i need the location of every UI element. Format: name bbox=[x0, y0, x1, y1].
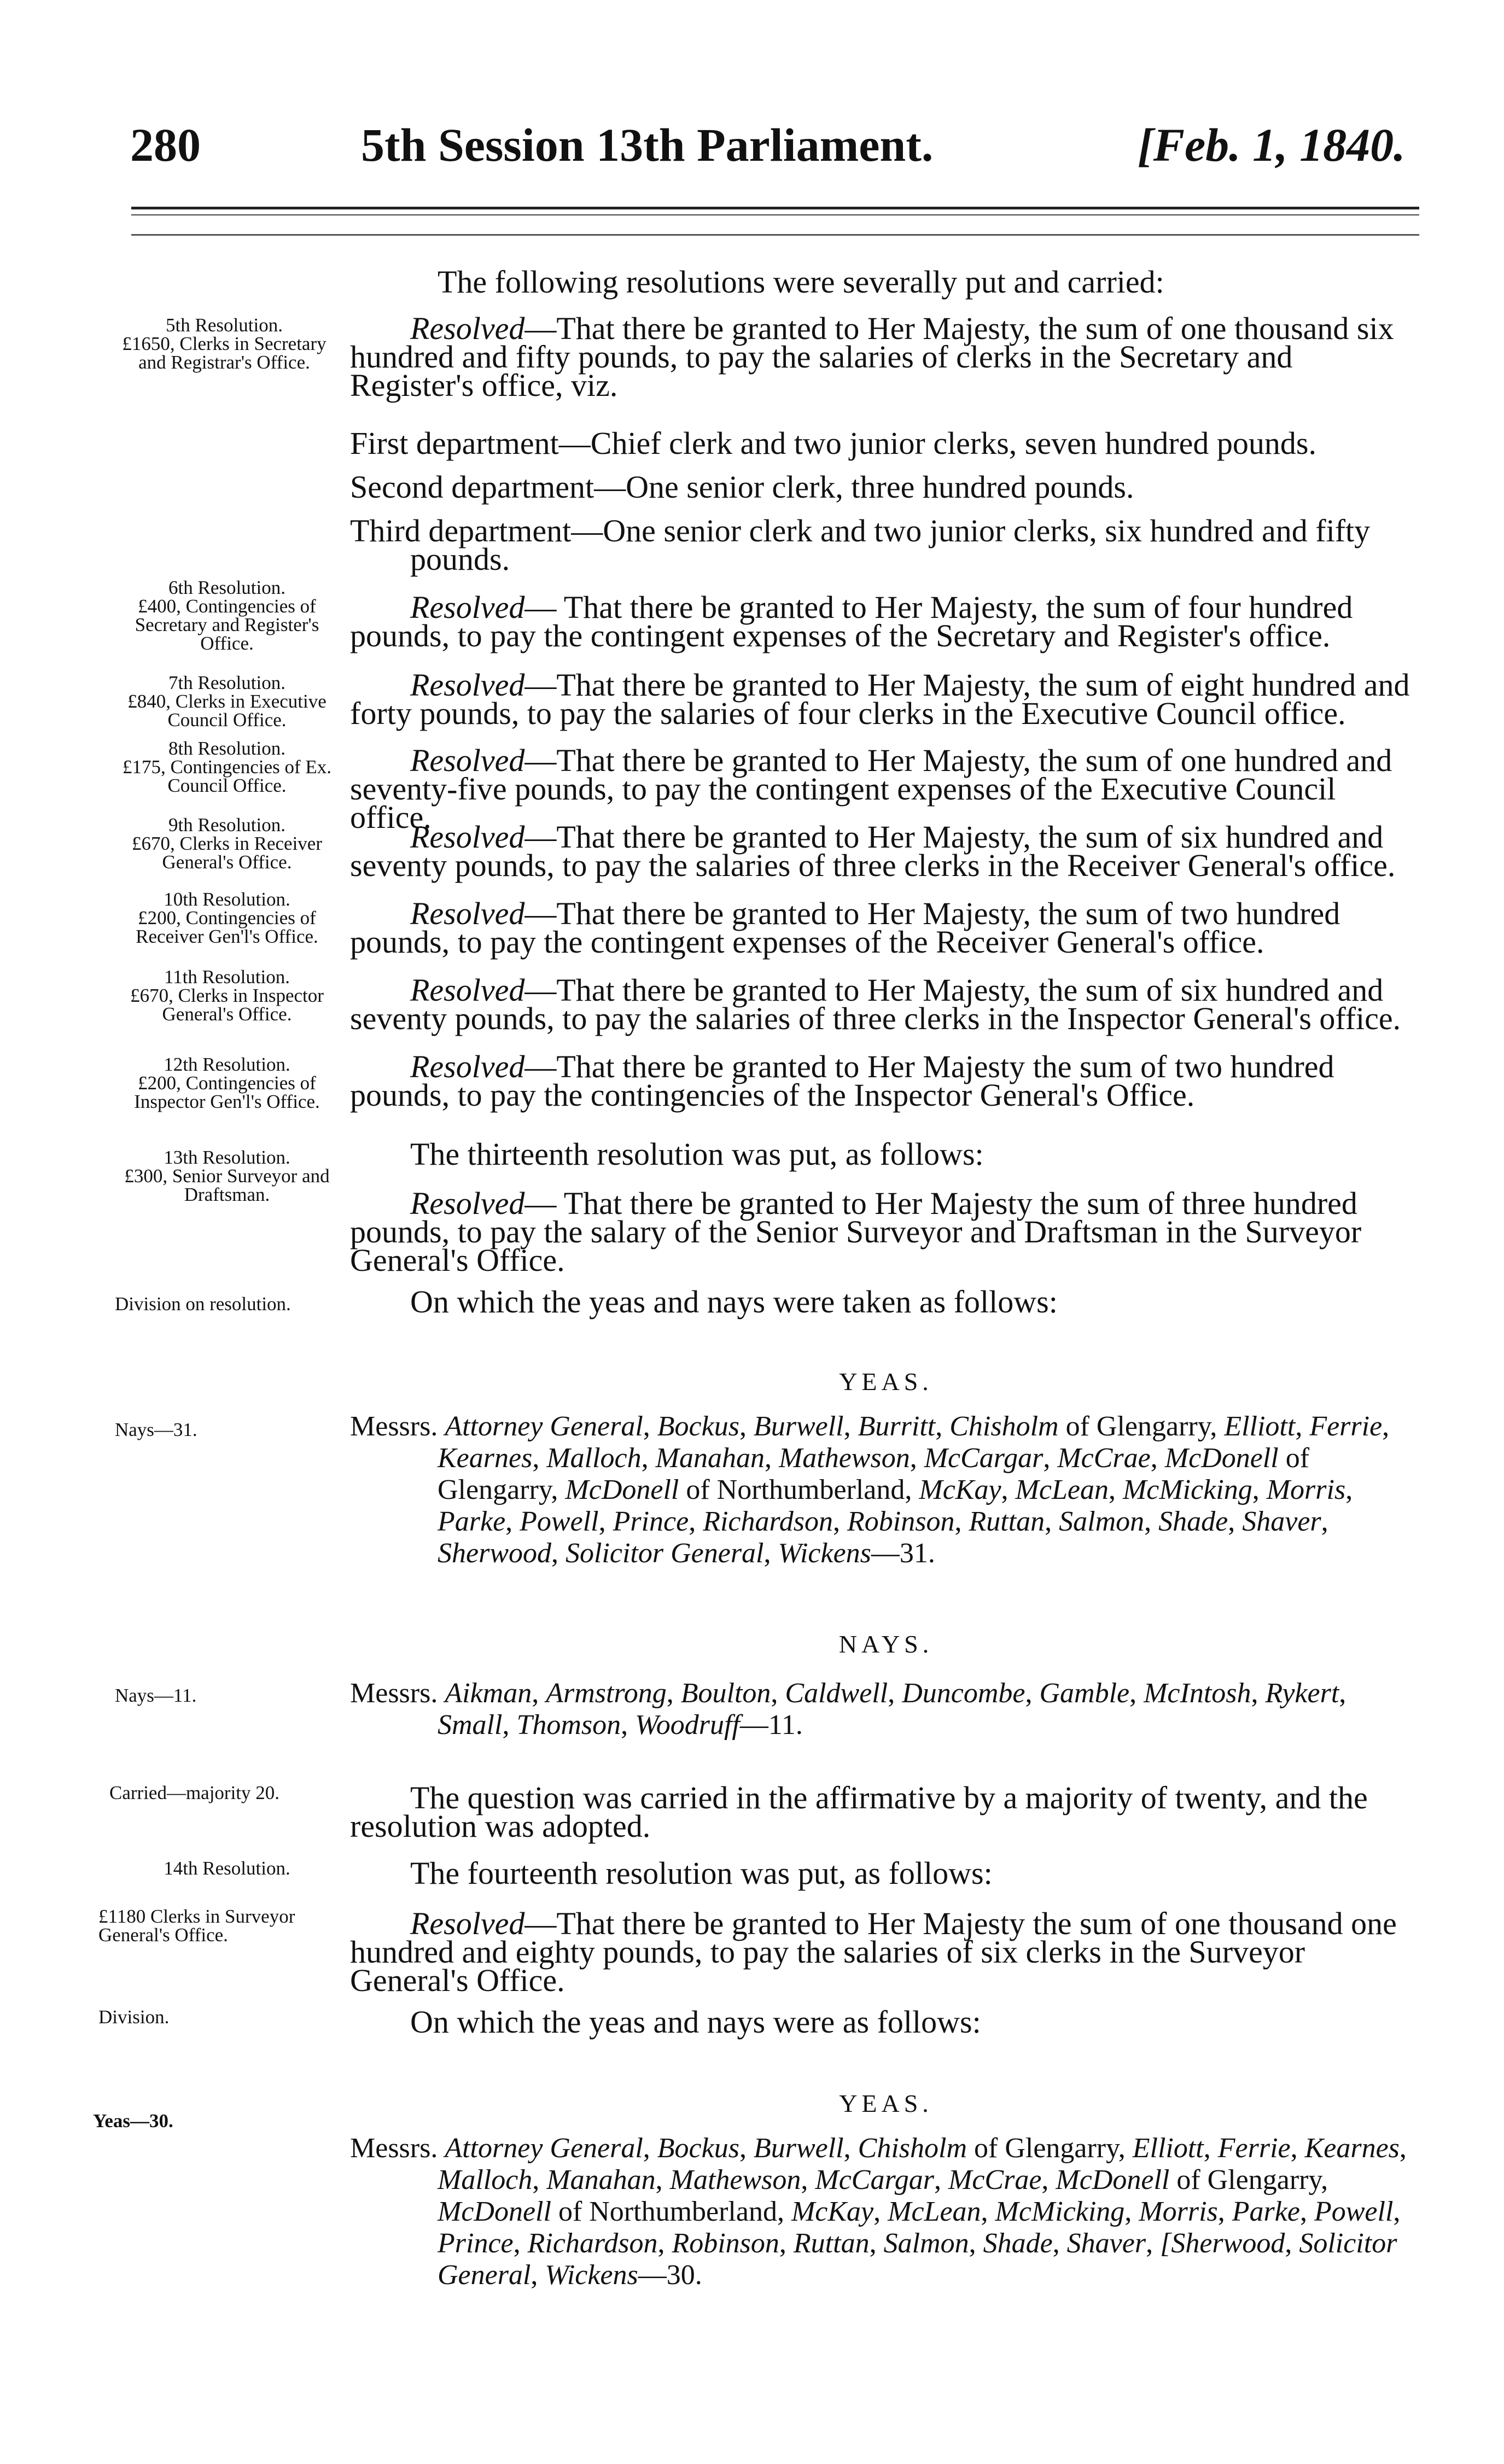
margin-note-carried-majority: Carried—majority 20. bbox=[109, 1782, 280, 1803]
resolution-14: Resolved—That there be granted to Her Majesty the sum of one thousand one hundred and eighty pounds, to pay the salaries of six clerks in the Surveyor General's Office. bbox=[350, 1906, 1397, 1998]
vote-total: —31. bbox=[871, 1538, 935, 1569]
member-name: Mathewson bbox=[669, 2164, 801, 2196]
resolution-8: Resolved—That there be granted to Her Majesty, the sum of one hundred and seventy-five pounds, to pay the contingent expenses of the Executive Council office. bbox=[350, 743, 1392, 835]
member-name: Burwell bbox=[753, 2133, 844, 2164]
running-date: [Feb. 1, 1840. bbox=[1138, 119, 1406, 171]
member-name: Burritt bbox=[858, 1411, 936, 1442]
margin-note-nays-11: Nays—11. bbox=[115, 1685, 197, 1706]
page-number: 280 bbox=[130, 119, 201, 171]
member-name: [Sherwood bbox=[1160, 2228, 1285, 2259]
member-name: Woodruff bbox=[635, 1709, 740, 1741]
member-name: Rykert bbox=[1265, 1678, 1339, 1709]
member-name: McDonell bbox=[565, 1474, 679, 1505]
member-name: McIntosh bbox=[1144, 1678, 1251, 1709]
vote-total: —30. bbox=[638, 2259, 702, 2291]
member-place: of Glengarry bbox=[438, 1443, 1310, 1505]
member-place: of Glengarry bbox=[974, 2133, 1118, 2164]
margin-note-8th-resolution: 8th Resolution. £175, Contingencies of Ex. Council Office. bbox=[122, 738, 332, 796]
member-place: of Northumberland bbox=[558, 2196, 777, 2227]
resolution-5: Resolved—That there be granted to Her Majesty, the sum of one thousand six hundred and fifty pounds, to pay the salaries of clerks in the Secretary and Register's office, viz. bbox=[350, 311, 1394, 403]
member-name: Elliott bbox=[1132, 2133, 1204, 2164]
member-name: Bockus bbox=[657, 2133, 739, 2164]
member-name: Salmon bbox=[883, 2228, 969, 2259]
member-name: McDonell bbox=[1164, 1443, 1279, 1474]
member-name: McCargar bbox=[815, 2164, 935, 2196]
member-name: Solicitor General bbox=[566, 1538, 764, 1569]
member-name: Armstrong bbox=[546, 1678, 667, 1709]
header-rule-thick bbox=[131, 207, 1419, 209]
resolution-13: Resolved— That there be granted to Her Majesty the sum of three hundred pounds, to pay the salary of the Senior Surveyor and Draftsman in the Surveyor General's Office. bbox=[350, 1186, 1362, 1278]
member-name: Ruttan bbox=[793, 2228, 870, 2259]
messrs-label: Messrs. bbox=[350, 1411, 438, 1442]
member-name: Ruttan bbox=[969, 1506, 1045, 1537]
member-name: Wickens bbox=[778, 1538, 871, 1569]
yeas-heading-2: YEAS. bbox=[839, 2089, 933, 2117]
fourteenth-resolution-intro: The fourteenth resolution was put, as follows: bbox=[410, 1855, 993, 1891]
carried-statement: The question was carried in the affirmative by a majority of twenty, and the resolution was adopted. bbox=[350, 1780, 1368, 1844]
member-name: Attorney General bbox=[445, 1411, 643, 1442]
member-name: Burwell bbox=[753, 1411, 844, 1442]
department-3: Third department—One senior clerk and two junior clerks, six hundred and fifty pounds. bbox=[350, 513, 1371, 577]
member-name: Manahan bbox=[546, 2164, 656, 2196]
header-rule-lower bbox=[131, 234, 1419, 236]
vote-total: —11. bbox=[739, 1709, 803, 1741]
member-name: Malloch bbox=[438, 2164, 533, 2196]
member-name: McCargar bbox=[924, 1443, 1044, 1474]
member-name: Salmon bbox=[1059, 1506, 1145, 1537]
yeas-heading-1: YEAS. bbox=[839, 1368, 933, 1396]
margin-note-nays-31: Nays—31. bbox=[115, 1419, 197, 1440]
margin-note-14th-resolution-title: 14th Resolution. bbox=[164, 1858, 290, 1879]
thirteenth-resolution-intro: The thirteenth resolution was put, as follows: bbox=[410, 1136, 984, 1172]
member-name: Chisholm bbox=[858, 2133, 967, 2164]
member-name: Attorney General bbox=[445, 2133, 643, 2164]
member-name: Bockus bbox=[657, 1411, 739, 1442]
member-name: Shaver bbox=[1242, 1506, 1321, 1537]
margin-note-7th-resolution: 7th Resolution. £840, Clerks in Executive Council Office. bbox=[127, 672, 327, 731]
member-name: McKay bbox=[791, 2196, 874, 2227]
member-name: Prince bbox=[438, 2228, 514, 2259]
member-place: of Northumberland bbox=[686, 1474, 905, 1505]
member-name: Elliott bbox=[1224, 1411, 1296, 1442]
member-name: Shade bbox=[983, 2228, 1053, 2259]
member-name: Ferrie bbox=[1309, 1411, 1383, 1442]
messrs-label: Messrs. bbox=[350, 1678, 438, 1709]
member-name: Gamble bbox=[1039, 1678, 1130, 1709]
member-name: Prince bbox=[613, 1506, 689, 1537]
member-name: McCrae bbox=[948, 2164, 1042, 2196]
resolution-10: Resolved—That there be granted to Her Majesty, the sum of two hundred pounds, to pay the contingent expenses of the Receiver General's office. bbox=[350, 896, 1340, 960]
department-1: First department—Chief clerk and two junior clerks, seven hundred pounds. bbox=[350, 425, 1316, 461]
member-name: McKay bbox=[919, 1474, 1001, 1505]
member-name: McLean bbox=[888, 2196, 981, 2227]
header-rule-thin bbox=[131, 214, 1419, 215]
member-name: Aikman bbox=[445, 1678, 532, 1709]
resolution-6: Resolved— That there be granted to Her Majesty, the sum of four hundred pounds, to pay the contingent expenses of the Secretary and Register's office. bbox=[350, 589, 1353, 653]
member-name: Manahan bbox=[655, 1443, 765, 1474]
member-name: Kearnes bbox=[438, 1443, 533, 1474]
member-name: Shaver bbox=[1066, 2228, 1146, 2259]
margin-note-9th-resolution: 9th Resolution. £670, Clerks in Receiver General's Office. bbox=[132, 814, 322, 873]
division-1-intro: On which the yeas and nays were taken as follows: bbox=[410, 1284, 1058, 1319]
member-name: Solicitor General bbox=[438, 2228, 1397, 2291]
member-name: Parke bbox=[438, 1506, 506, 1537]
resolution-11: Resolved—That there be granted to Her Majesty, the sum of six hundred and seventy pounds, to pay the salaries of three clerks in the Inspector General's office. bbox=[350, 972, 1401, 1036]
member-name: Morris bbox=[1266, 1474, 1346, 1505]
member-name: McLean bbox=[1015, 1474, 1109, 1505]
member-name: Thomson bbox=[516, 1709, 621, 1741]
member-name: Sherwood bbox=[438, 1538, 551, 1569]
resolutions-intro: The following resolutions were severally put and carried: bbox=[438, 264, 1164, 300]
member-name: Caldwell bbox=[785, 1678, 888, 1709]
member-name: Robinson bbox=[672, 2228, 779, 2259]
member-name: McCrae bbox=[1057, 1443, 1151, 1474]
member-name: Wickens bbox=[545, 2259, 638, 2291]
yeas-list-1: Messrs. Attorney General, Bockus, Burwell, Burritt, Chisholm of Glengarry, Elliott, Ferrie, Kearnes, Malloch, Manahan, Mathewson, McCargar, McCrae, McDonell of Glengarry, McDonell of Northumberland, McKay, McLean, McMicking, Morris, Parke, Powell, Prince, Richardson, Robinson, Ruttan, Salmon, Shade, Shaver, Sherwood, Solicitor General, Wickens—31. bbox=[350, 1411, 1390, 1569]
member-name: Richardson bbox=[527, 2228, 658, 2259]
margin-note-division: Division. bbox=[98, 2006, 170, 2028]
member-name: Robinson bbox=[847, 1506, 955, 1537]
member-name: Mathewson bbox=[778, 1443, 910, 1474]
member-name: Chisholm bbox=[949, 1411, 1059, 1442]
department-2: Second department—One senior clerk, three hundred pounds. bbox=[350, 469, 1134, 505]
member-name: Kearnes bbox=[1304, 2133, 1400, 2164]
member-name: Small bbox=[438, 1709, 503, 1741]
member-name: Malloch bbox=[546, 1443, 642, 1474]
margin-note-13th-resolution: 13th Resolution. £300, Senior Surveyor and Draftsman. bbox=[124, 1147, 330, 1205]
yeas-list-2: Messrs. Attorney General, Bockus, Burwell, Chisholm of Glengarry, Elliott, Ferrie, Kearnes, Malloch, Manahan, Mathewson, McCargar, McCrae, McDonell of Glengarry, McDonell of Northumberland, McKay, McLean, McMicking, Morris, Parke, Powell, Prince, Richardson, Robinson, Ruttan, Salmon, Shade, Shaver, [Sherwood, Solicitor General, Wickens—30. bbox=[350, 2133, 1407, 2291]
resolution-9: Resolved—That there be granted to Her Majesty, the sum of six hundred and seventy pounds, to pay the salaries of three clerks in the Receiver General's office. bbox=[350, 819, 1396, 883]
margin-note-11th-resolution: 11th Resolution. £670, Clerks in Inspector General's Office. bbox=[130, 966, 324, 1025]
nays-heading-1: NAYS. bbox=[838, 1630, 934, 1658]
member-name: Shade bbox=[1158, 1506, 1228, 1537]
member-name: Parke bbox=[1232, 2196, 1300, 2227]
resolution-7: Resolved—That there be granted to Her Majesty, the sum of eight hundred and forty pounds, to pay the salaries of four clerks in the Executive Council office. bbox=[350, 667, 1410, 731]
margin-note-yeas-30: Yeas—30. bbox=[93, 2110, 173, 2132]
nays-list-1: Messrs. Aikman, Armstrong, Boulton, Caldwell, Duncombe, Gamble, McIntosh, Rykert, Small, Thomson, Woodruff—11. bbox=[350, 1678, 1346, 1741]
margin-note-14th-resolution-item: £1180 Clerks in Surveyor General's Office. bbox=[98, 1906, 295, 1946]
member-name: McMicking bbox=[1122, 1474, 1252, 1505]
member-name: McDonell bbox=[438, 2196, 551, 2227]
member-name: Powell bbox=[520, 1506, 599, 1537]
margin-note-6th-resolution: 6th Resolution. £400, Contingencies of Secretary and Register's Office. bbox=[135, 577, 319, 654]
running-title: 5th Session 13th Parliament. bbox=[361, 119, 934, 171]
member-name: Richardson bbox=[703, 1506, 833, 1537]
member-name: Morris bbox=[1139, 2196, 1218, 2227]
messrs-label: Messrs. bbox=[350, 2133, 438, 2164]
member-name: McDonell bbox=[1056, 2164, 1170, 2196]
member-place: of Glengarry bbox=[1176, 2164, 1321, 2196]
member-name: Boulton bbox=[680, 1678, 771, 1709]
member-name: Ferrie bbox=[1217, 2133, 1291, 2164]
division-2-intro: On which the yeas and nays were as follows: bbox=[410, 2004, 981, 2040]
margin-note-5th-resolution: 5th Resolution. £1650, Clerks in Secretary and Registrar's Office. bbox=[122, 314, 327, 373]
member-place: of Glengarry bbox=[1065, 1411, 1210, 1442]
member-name: McMicking bbox=[995, 2196, 1125, 2227]
member-name: Powell bbox=[1314, 2196, 1394, 2227]
margin-note-division-on-resolution: Division on resolution. bbox=[115, 1293, 291, 1315]
resolution-12: Resolved—That there be granted to Her Majesty the sum of two hundred pounds, to pay the contingencies of the Inspector General's Office. bbox=[350, 1049, 1334, 1113]
margin-note-12th-resolution: 12th Resolution. £200, Contingencies of Inspector Gen'l's Office. bbox=[134, 1054, 320, 1112]
member-name: Duncombe bbox=[902, 1678, 1025, 1709]
margin-note-10th-resolution: 10th Resolution. £200, Contingencies of Receiver Gen'l's Office. bbox=[136, 889, 318, 947]
